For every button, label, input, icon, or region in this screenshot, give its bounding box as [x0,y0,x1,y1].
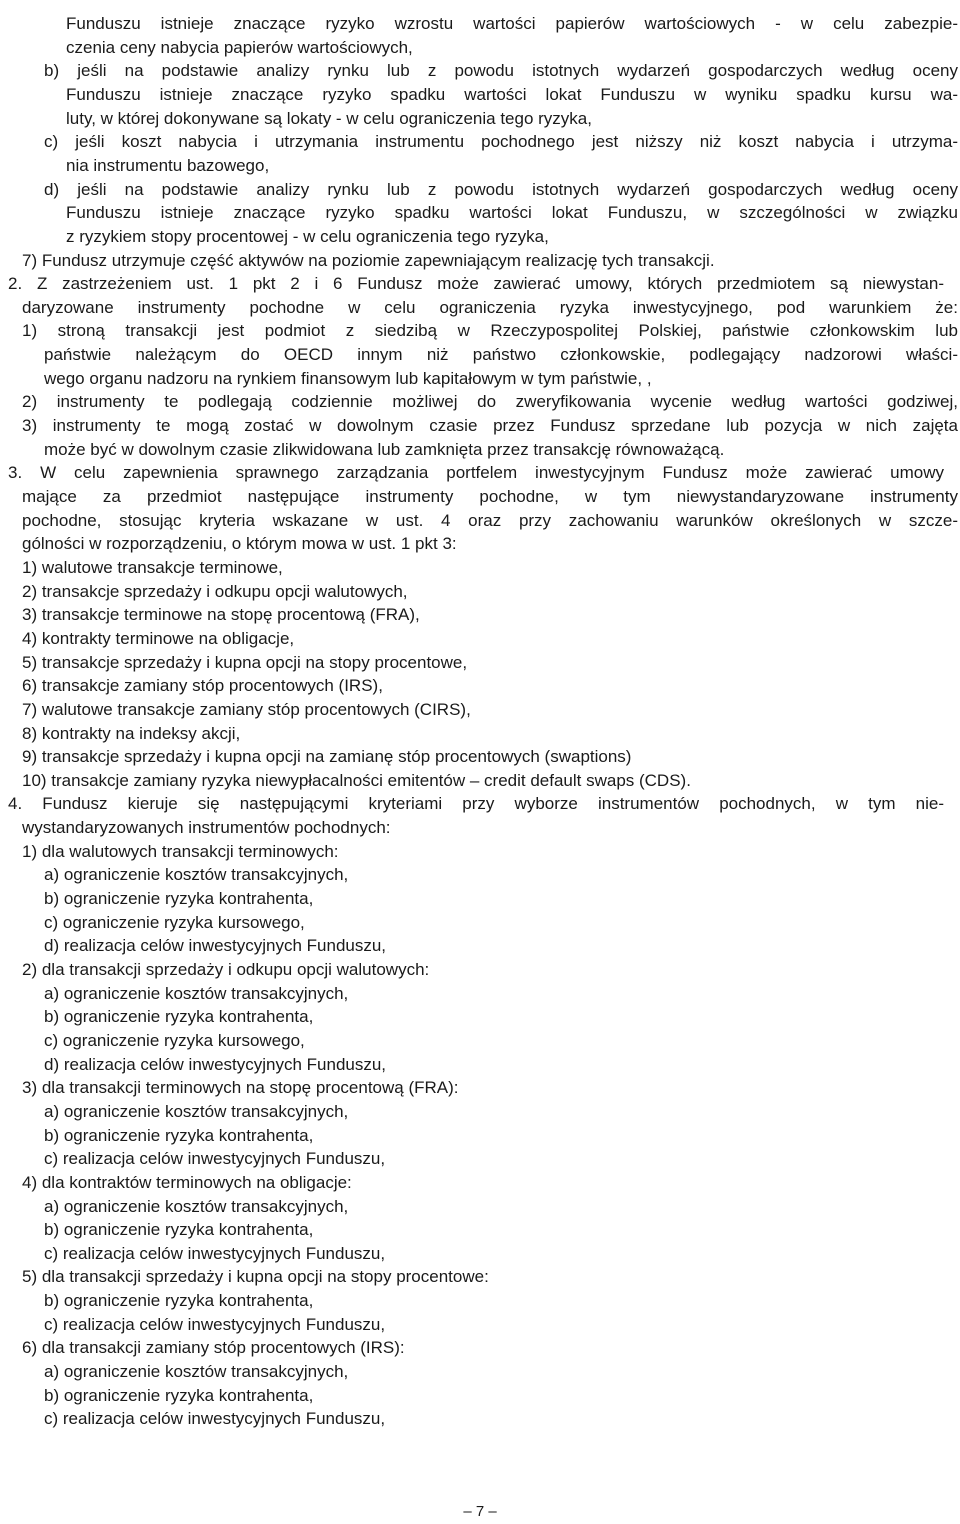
text-line: 1) walutowe transakcje terminowe, [22,557,283,577]
text-line: wystandaryzowanych instrumentów pochodnych: [22,818,391,838]
text-line: 10) transakcje zamiany ryzyka niewypłacalności emitentów – credit default swaps (CDS). [22,770,691,790]
text-line: z ryzykiem stopy procentowej - w celu ograniczenia tego ryzyka, [66,226,549,246]
text-line: 1) dla walutowych transakcji terminowych: [22,841,339,861]
text-line: 4) kontrakty terminowe na obligacje, [22,628,295,648]
text-line: b) ograniczenie ryzyka kontrahenta, [44,889,314,909]
text-line: 7) Fundusz utrzymuje część aktywów na poziomie zapewniającym realizację tych transakcji. [22,250,715,270]
text-line: luty, w której dokonywane są lokaty - w celu ograniczenia tego ryzyka, [66,108,592,128]
text-line: 3) dla transakcji terminowych na stopę procentową (FRA): [22,1078,459,1098]
text-line: b) jeśli na podstawie analizy rynku lub z powodu istotnych wydarzeń gospodarczych według oceny [44,61,958,81]
text-line: Funduszu istnieje znaczące ryzyko spadku wartości lokat Funduszu w wyniku spadku kursu wa- [66,84,958,104]
text-line: d) jeśli na podstawie analizy rynku lub z powodu istotnych wydarzeń gospodarczych według oceny [44,179,958,199]
text-line: c) realizacja celów inwestycyjnych Funduszu, [44,1243,386,1263]
text-line: d) realizacja celów inwestycyjnych Funduszu, [44,936,387,956]
text-line: 3. W celu zapewnienia sprawnego zarządzania portfelem inwestycyjnym Fundusz może zawierać umowy [8,463,944,483]
text-line: c) jeśli koszt nabycia i utrzymania instrumentu pochodnego jest niższy niż koszt nabycia i utrzyma- [44,132,958,152]
text-line: może być w dowolnym czasie zlikwidowana lub zamknięta przez transakcję równoważącą. [44,439,725,459]
text-line: Funduszu istnieje znaczące ryzyko wzrostu wartości papierów wartościowych - w celu zabezpie- [66,14,958,33]
text-line: 2) instrumenty te podlegają codziennie możliwej do zweryfikowania wycenie według wartości godziwej, [22,392,958,412]
text-line: Funduszu istnieje znaczące ryzyko spadku wartości lokat Funduszu, w szczególności w związku [66,203,958,223]
text-line: czenia ceny nabycia papierów wartościowych, [66,37,413,57]
text-line: b) ograniczenie ryzyka kontrahenta, [44,1385,314,1405]
text-line: b) ograniczenie ryzyka kontrahenta, [44,1007,314,1027]
text-line: wego organu nadzoru na rynkiem finansowym lub kapitałowym w tym państwie, , [44,368,652,388]
text-line: mające za przedmiot następujące instrumenty pochodne, w tym niewystandaryzowane instrumenty [22,487,958,506]
text-line: państwie należącym do OECD innym niż państwo członkowskie, podlegający nadzorowi właści- [44,345,958,365]
text-line: 8) kontrakty na indeksy akcji, [22,723,241,743]
text-line: pochodne, stosując kryteria wskazane w ust. 4 oraz przy zachowaniu warunków określonych w szcze- [22,510,958,530]
text-line: 6) transakcje zamiany stóp procentowych (IRS), [22,676,383,696]
text-line: 6) dla transakcji zamiany stóp procentowych (IRS): [22,1338,405,1358]
text-line: a) ograniczenie kosztów transakcyjnych, [44,983,349,1003]
text-line: 3) transakcje terminowe na stopę procentową (FRA), [22,605,420,625]
text-line: b) ograniczenie ryzyka kontrahenta, [44,1291,314,1311]
text-line: a) ograniczenie kosztów transakcyjnych, [44,1196,349,1216]
page-number: – 7 – [463,1503,497,1520]
text-line: c) realizacja celów inwestycyjnych Funduszu, [44,1314,386,1334]
text-line: 4) dla kontraktów terminowych na obligacje: [22,1172,352,1192]
text-line: gólności w rozporządzeniu, o którym mowa w ust. 1 pkt 3: [22,534,457,554]
text-line: c) realizacja celów inwestycyjnych Funduszu, [44,1409,386,1429]
text-line: 2) dla transakcji sprzedaży i odkupu opcji walutowych: [22,960,430,979]
text-line: a) ograniczenie kosztów transakcyjnych, [44,1362,349,1382]
text-line: b) ograniczenie ryzyka kontrahenta, [44,1220,314,1240]
text-line: nia instrumentu bazowego, [66,155,270,175]
text-line: c) ograniczenie ryzyka kursowego, [44,912,305,932]
text-line: c) realizacja celów inwestycyjnych Funduszu, [44,1149,386,1169]
text-line: daryzowane instrumenty pochodne w celu ograniczenia ryzyka inwestycyjnego, pod warunkiem że: [22,297,958,317]
text-line: 2) transakcje sprzedaży i odkupu opcji walutowych, [22,581,408,601]
text-line: 5) dla transakcji sprzedaży i kupna opcji na stopy procentowe: [22,1267,489,1287]
text-line: 7) walutowe transakcje zamiany stóp procentowych (CIRS), [22,699,471,719]
text-line: a) ograniczenie kosztów transakcyjnych, [44,865,349,885]
text-line: c) ograniczenie ryzyka kursowego, [44,1030,305,1050]
text-line: d) realizacja celów inwestycyjnych Funduszu, [44,1054,387,1074]
text-line: 4. Fundusz kieruje się następującymi kryteriami przy wyborze instrumentów pochodnych, w tym nie- [8,794,944,814]
text-line: 2. Z zastrzeżeniem ust. 1 pkt 2 i 6 Fundusz może zawierać umowy, których przedmiotem są niewystan- [8,274,944,294]
text-line: 3) instrumenty te mogą zostać w dowolnym czasie przez Fundusz sprzedane lub pozycja w nich zajęta [22,416,958,436]
text-line: a) ograniczenie kosztów transakcyjnych, [44,1101,349,1121]
text-line: 9) transakcje sprzedaży i kupna opcji na zamianę stóp procentowych (swaptions) [22,747,632,767]
text-line: b) ograniczenie ryzyka kontrahenta, [44,1125,314,1145]
text-line: 1) stroną transakcji jest podmiot z siedzibą w Rzeczypospolitej Polskiej, państwie członkowskim lub [22,321,958,341]
text-line: 5) transakcje sprzedaży i kupna opcji na stopy procentowe, [22,652,468,672]
